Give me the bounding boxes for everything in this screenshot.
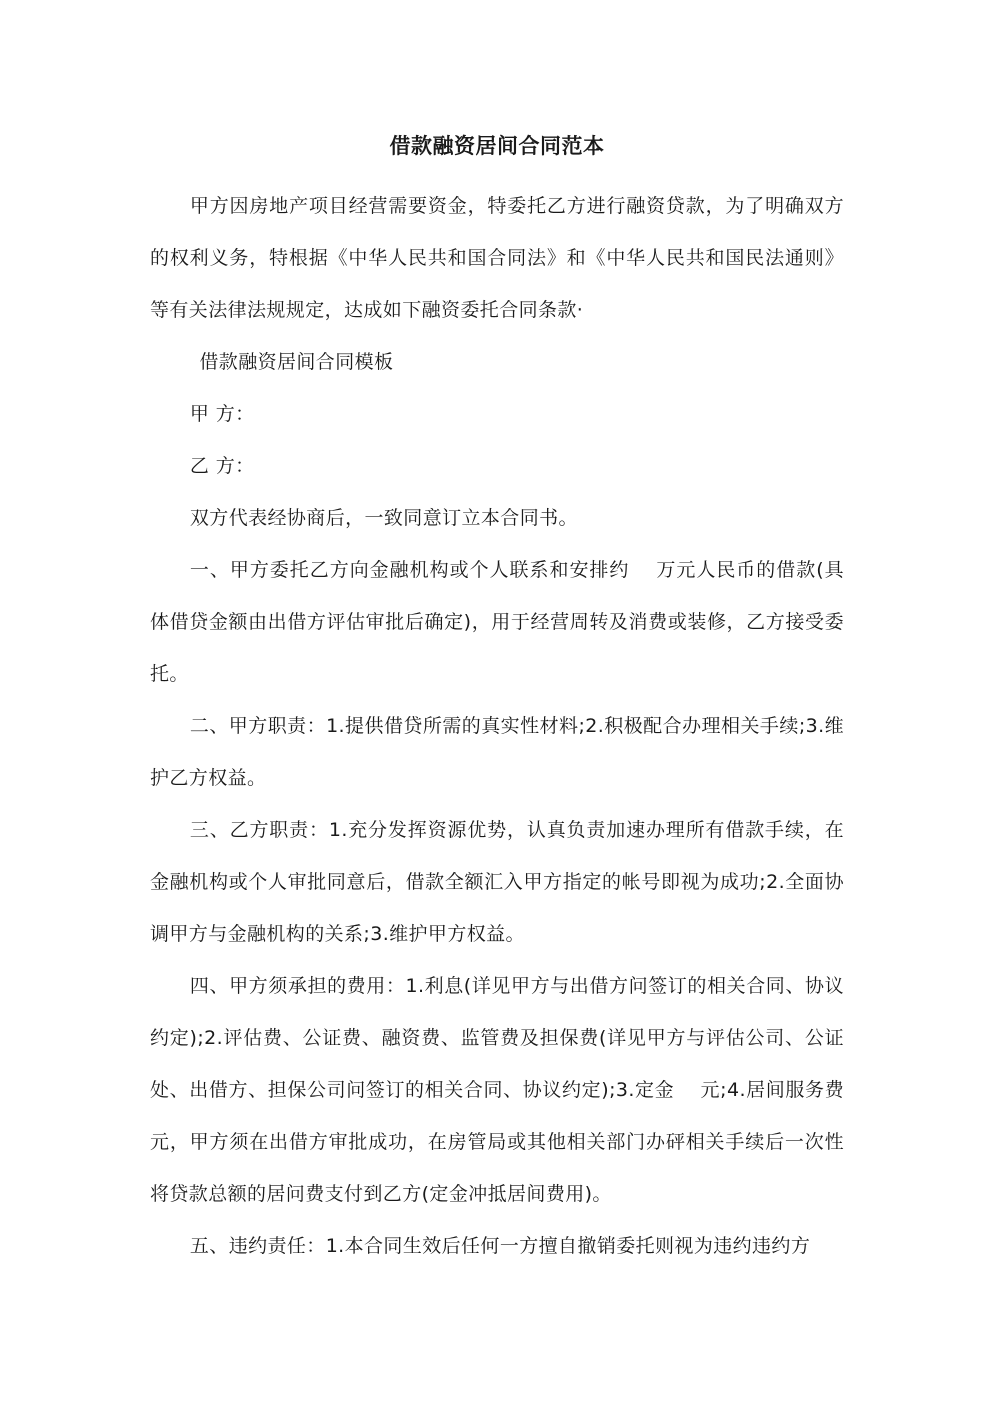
- clause-5: 五、违约责任：1.本合同生效后任何一方擅自撤销委托则视为违约违约方: [189, 1235, 811, 1257]
- clause-2: 二、甲方职责：1.提供借贷所需的真实性材料;2.积极配合办理相关手续;3.维护乙方权益。: [150, 715, 844, 789]
- party-a-line: 甲 方：: [189, 403, 255, 425]
- template-subtitle: 借款融资居间合同模板: [199, 351, 394, 373]
- document-page: [150, 0, 844, 1404]
- clause-1: 一、甲方委托乙方向金融机构或个人联系和安排约 万元人民币的借款(具体借贷金额由出借方评估审批后确定)，用于经营周转及消费或装修，乙方接受委托。: [150, 559, 844, 685]
- document-title: 借款融资居间合同范本: [389, 134, 605, 158]
- clause-4: 四、甲方须承担的费用：1.利息(详见甲方与出借方问签订的相关合同、协议约定);2.评估费、公证费、融资费、监管费及担保费(详见甲方与评估公司、公证处、出借方、担保公司问签订的相关合同、协议约定);3.定金 元;4.居间服务费 元，甲方须在出借方审批成功，在房管局或其他相关部门办砰相关手续后一次性将贷款总额的居问费支付到乙方(定金冲抵居间费用)。: [150, 975, 844, 1205]
- party-b-line: 乙 方：: [189, 455, 255, 477]
- clause-3: 三、乙方职责：1.充分发挥资源优势，认真负责加速办理所有借款手续，在金融机构或个人审批同意后，借款全额汇入甲方指定的帐号即视为成功;2.全面协调甲方与金融机构的关系;3.维护甲方权益。: [150, 819, 844, 945]
- agreement-statement: 双方代表经协商后，一致同意订立本合同书。: [189, 507, 578, 529]
- document-body: [150, 180, 844, 1272]
- intro-paragraph: 甲方因房地产项目经营需要资金，特委托乙方进行融资贷款，为了明确双方的权利义务，特根据《中华人民共和国合同法》和《中华人民共和国民法通则》等有关法律法规规定，达成如下融资委托合同条款·: [150, 195, 844, 321]
